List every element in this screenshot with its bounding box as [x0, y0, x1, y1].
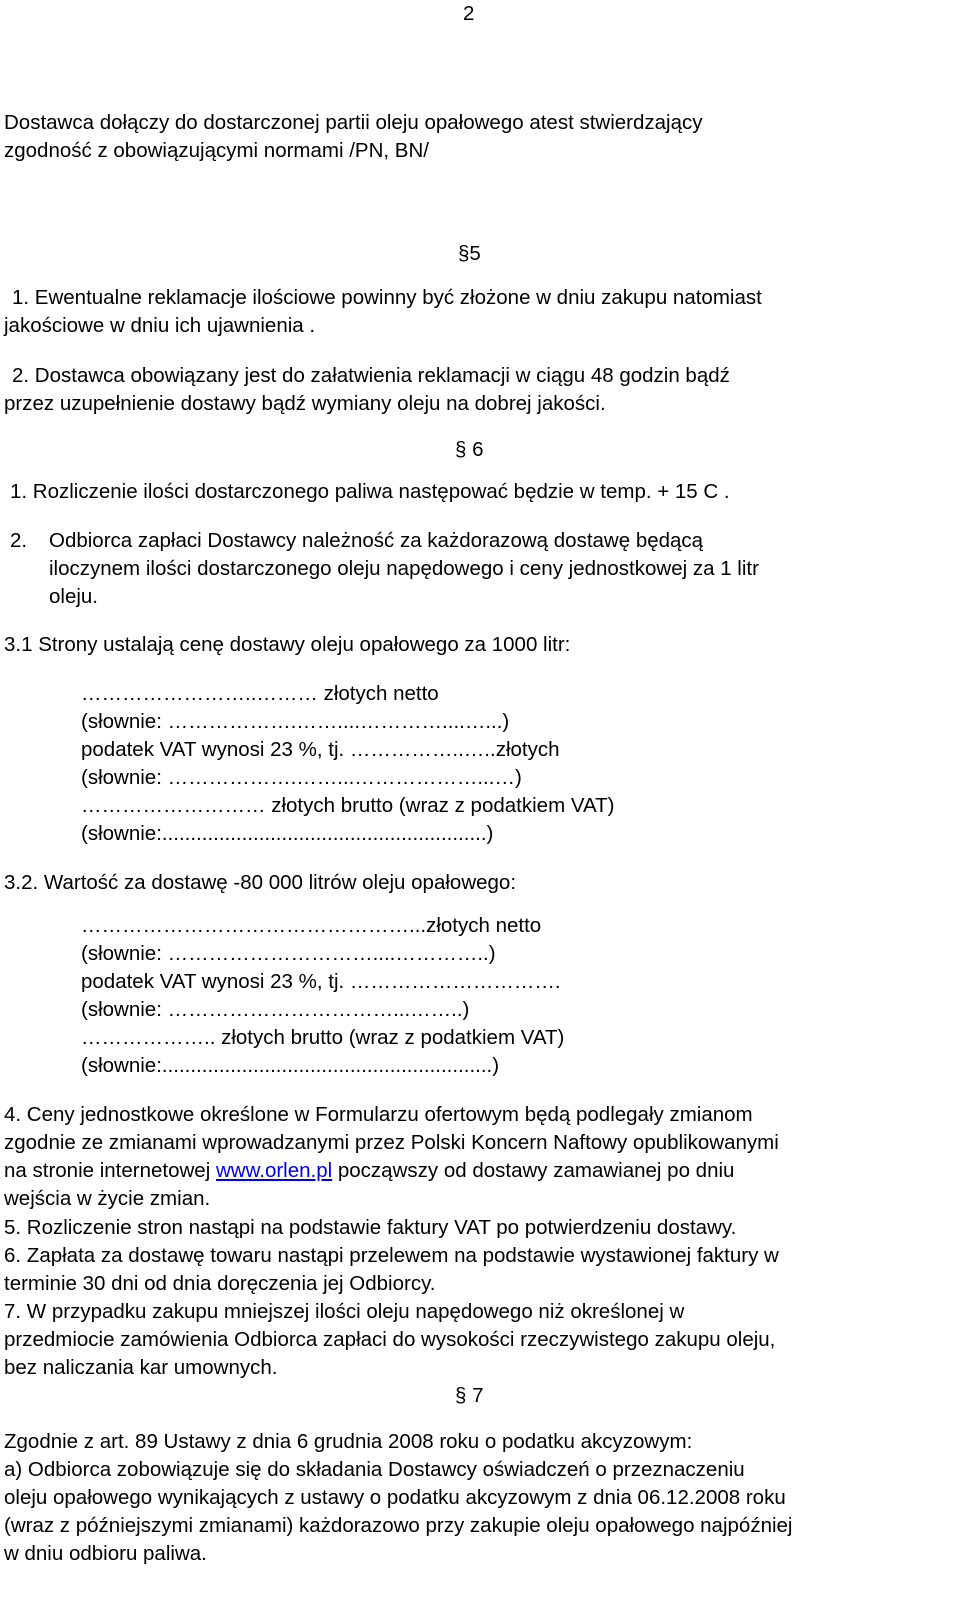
section-5-heading: §5 [458, 242, 481, 265]
form2-gross-words: (słownie:..........................................................) [81, 1054, 500, 1077]
form1-vat-words: (słownie: ……………….……...………………...…) [81, 766, 522, 789]
form1-net-words: (słownie: ……………….……....…………....…...) [81, 710, 510, 733]
sec6-p4-line4: wejścia w życie zmian. [4, 1187, 211, 1210]
sec6-p31: 3.1 Strony ustalają cenę dostawy oleju opałowego za 1000 litr: [4, 633, 571, 656]
sec6-p2-line2: iloczynem ilości dostarczonego oleju napędowego i ceny jednostkowej za 1 litr [49, 557, 759, 580]
sec6-p7-line1: 7. W przypadku zakupu mniejszej ilości oleju napędowego niż określonej w [4, 1300, 685, 1323]
sec6-p7-line3: bez naliczania kar umownych. [4, 1356, 278, 1379]
sec7-line2: a) Odbiorca zobowiązuje się do składania Dostawcy oświadczeń o przeznaczeniu [4, 1458, 745, 1481]
sec6-p4-line2: zgodnie ze zmianami wprowadzanymi przez Polski Koncern Naftowy opublikowanymi [4, 1131, 779, 1154]
form2-net: …………………………………………...złotych netto [81, 914, 542, 937]
form1-net: ……………………..……… złotych netto [81, 682, 439, 705]
sec7-line4: (wraz z późniejszymi zmianami) każdorazowo przy zakupie oleju opałowego najpóźniej [4, 1514, 793, 1537]
sec6-p6-line2: terminie 30 dni od dnia doręczenia jej Odbiorcy. [4, 1272, 436, 1295]
sec6-p4-line1: 4. Ceny jednostkowe określone w Formularzu ofertowym będą podlegały zmianom [4, 1103, 753, 1126]
sec6-p1: 1. Rozliczenie ilości dostarczonego paliwa następować będzie w temp. + 15 C . [10, 480, 730, 503]
form2-net-words: (słownie: …………………………....…………..) [81, 942, 496, 965]
form1-gross-words: (słownie:.........................................................) [81, 822, 494, 845]
sec7-line3: oleju opałowego wynikających z ustawy o podatku akcyzowym z dnia 06.12.2008 roku [4, 1486, 786, 1509]
sec6-p6-line1: 6. Zapłata za dostawę towaru nastąpi przelewem na podstawie wystawionej faktury w [4, 1244, 779, 1267]
intro-line-1: Dostawca dołączy do dostarczonej partii oleju opałowego atest stwierdzający [4, 111, 703, 134]
sec6-p2-line3: oleju. [49, 585, 99, 608]
section-7-heading: § 7 [455, 1384, 484, 1407]
sec6-p5: 5. Rozliczenie stron nastąpi na podstawie faktury VAT po potwierdzeniu dostawy. [4, 1216, 737, 1239]
sec5-p1-line1: 1. Ewentualne reklamacje ilościowe powinny być złożone w dniu zakupu natomiast [12, 286, 762, 309]
form2-vat-words: (słownie: ……………………………...……..) [81, 998, 470, 1021]
form2-vat: podatek VAT wynosi 23 %, tj. …………………………. [81, 970, 561, 993]
form1-vat: podatek VAT wynosi 23 %, tj. ……………..…..złotych [81, 738, 560, 761]
sec6-p4-line3-post: począwszy od dostawy zamawianej po dniu [332, 1159, 735, 1182]
sec5-p2-line1: 2. Dostawca obowiązany jest do załatwienia reklamacji w ciągu 48 godzin bądź [12, 364, 730, 387]
sec6-p7-line2: przedmiocie zamówienia Odbiorca zapłaci do wysokości rzeczywistego zakupu oleju, [4, 1328, 776, 1351]
sec5-p1-line2: jakościowe w dniu ich ujawnienia . [4, 314, 316, 337]
intro-line-2: zgodność z obowiązującymi normami /PN, BN/ [4, 139, 429, 162]
sec6-p2-line1: Odbiorca zapłaci Dostawcy należność za każdorazową dostawę będącą [49, 529, 704, 552]
sec6-p2-number: 2. [10, 529, 28, 552]
sec6-p32: 3.2. Wartość za dostawę -80 000 litrów oleju opałowego: [4, 871, 517, 894]
page-number: 2 [463, 2, 475, 25]
sec6-p4-line3 [4, 1159, 734, 1183]
sec7-line5: w dniu odbioru paliwa. [4, 1542, 207, 1565]
orlen-link[interactable]: www.orlen.pl [215, 1159, 333, 1182]
sec6-p4-line3-pre: na stronie internetowej [4, 1159, 216, 1182]
section-6-heading: § 6 [455, 438, 484, 461]
form2-gross: ……………….. złotych brutto (wraz z podatkiem VAT) [81, 1026, 565, 1049]
sec7-line1: Zgodnie z art. 89 Ustawy z dnia 6 grudnia 2008 roku o podatku akcyzowym: [4, 1430, 693, 1453]
sec5-p2-line2: przez uzupełnienie dostawy bądź wymiany oleju na dobrej jakości. [4, 392, 606, 415]
form1-gross: ……………………… złotych brutto (wraz z podatkiem VAT) [81, 794, 615, 817]
